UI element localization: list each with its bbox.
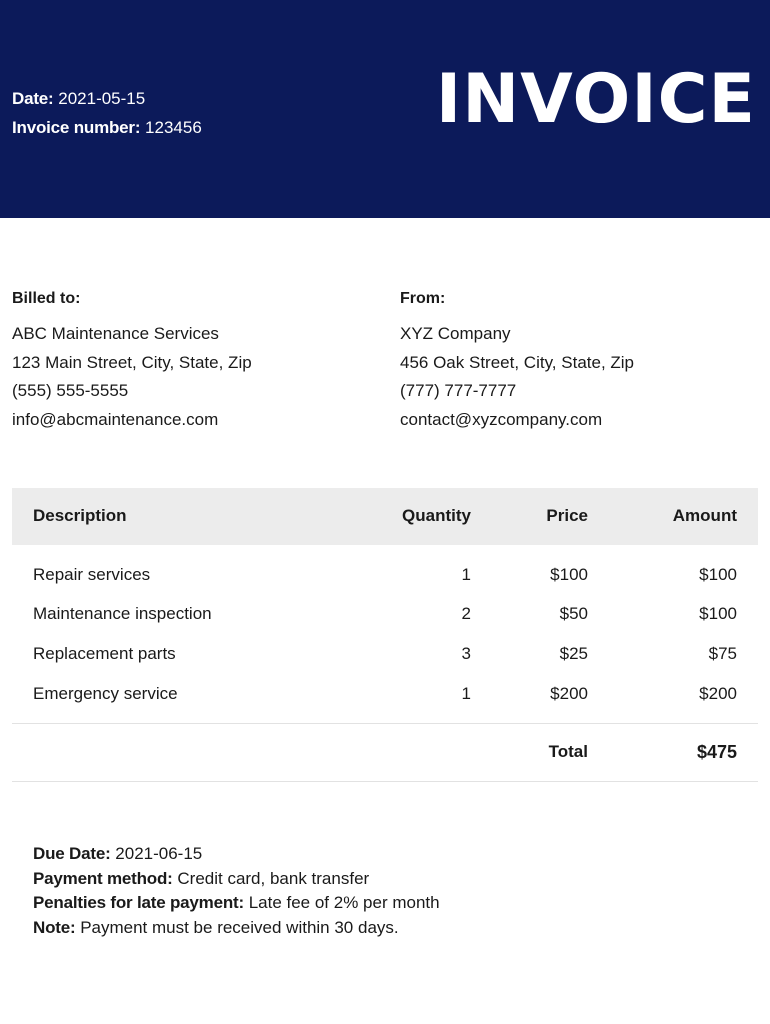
table-row [12, 602, 758, 642]
billed-to-address: 123 Main Street, City, State, Zip [12, 352, 252, 372]
note-value: Payment must be received within 30 days. [80, 917, 399, 937]
column-header-price: Price [546, 506, 588, 525]
table-row [12, 642, 758, 682]
billed-to-email: info@abcmaintenance.com [12, 409, 219, 429]
due-date-value: 2021-06-15 [115, 844, 203, 863]
from-label: From: [400, 290, 446, 307]
row-price: $200 [550, 684, 588, 703]
table-row [12, 563, 758, 603]
table-row [12, 682, 758, 722]
billed-to-label: Billed to: [12, 290, 81, 307]
column-header-description: Description [33, 506, 127, 525]
penalties-line [33, 891, 440, 916]
total-row [12, 742, 758, 766]
from-section [400, 288, 634, 434]
row-amount: $100 [699, 565, 737, 584]
invoice-number-line [12, 113, 202, 142]
payment-notes [33, 842, 440, 940]
row-amount: $75 [708, 644, 737, 663]
column-header-quantity: Quantity [402, 506, 471, 525]
row-description: Replacement parts [33, 644, 176, 663]
due-date-label: Due Date: [33, 844, 111, 863]
row-description: Emergency service [33, 684, 178, 703]
from-phone: (777) 777-7777 [400, 381, 517, 400]
note-label: Note: [33, 917, 76, 937]
total-label: Total [548, 742, 588, 761]
table-header [12, 488, 758, 545]
row-price: $25 [559, 644, 588, 663]
row-description: Maintenance inspection [33, 604, 212, 623]
invoice-meta [12, 84, 202, 142]
payment-method-value: Credit card, bank transfer [177, 868, 370, 888]
column-header-amount: Amount [672, 506, 737, 525]
date-line [12, 84, 202, 113]
invoice-header [0, 0, 770, 218]
row-amount: $100 [699, 604, 737, 623]
payment-method-label: Payment method: [33, 868, 173, 888]
from-email: contact@xyzcompany.com [400, 409, 603, 429]
note-line [33, 916, 440, 941]
row-quantity: 3 [461, 644, 471, 663]
billed-to-section [12, 288, 252, 434]
row-description: Repair services [33, 565, 151, 584]
row-amount: $200 [699, 684, 737, 703]
row-quantity: 1 [461, 565, 471, 584]
total-value: $475 [696, 742, 737, 762]
billed-to-name: ABC Maintenance Services [12, 324, 219, 343]
date-label: Date: [12, 89, 54, 108]
table-divider [12, 723, 758, 724]
total-divider [12, 781, 758, 782]
from-name: XYZ Company [400, 324, 511, 343]
invoice-number-label: Invoice number: [12, 118, 141, 137]
invoice-title: INVOICE [435, 60, 756, 139]
billed-to-phone: (555) 555-5555 [12, 381, 129, 400]
row-quantity: 2 [461, 604, 471, 623]
row-quantity: 1 [461, 684, 471, 703]
from-address: 456 Oak Street, City, State, Zip [400, 352, 635, 372]
row-price: $100 [550, 565, 588, 584]
due-date-line [33, 842, 440, 867]
payment-method-line [33, 867, 440, 892]
row-price: $50 [559, 604, 588, 623]
date-value: 2021-05-15 [58, 89, 146, 108]
penalties-value: Late fee of 2% per month [248, 893, 440, 912]
penalties-label: Penalties for late payment: [33, 893, 244, 912]
invoice-number-value: 123456 [145, 118, 202, 137]
